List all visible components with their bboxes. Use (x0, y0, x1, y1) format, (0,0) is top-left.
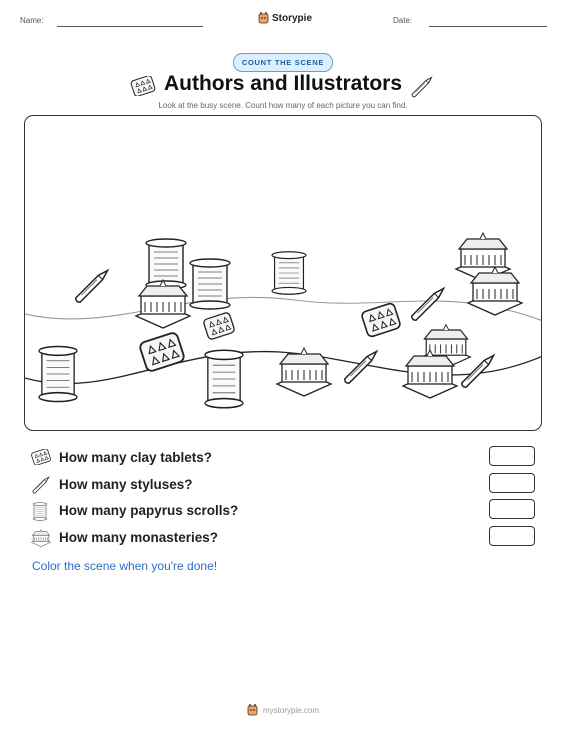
answer-box-styluses[interactable] (489, 473, 535, 493)
stylus-icon (31, 476, 51, 494)
page-title: Authors and Illustrators (163, 72, 403, 95)
question-text: How many monasteries? (59, 529, 219, 545)
stylus-icon (410, 76, 434, 98)
hill-line-back (25, 297, 542, 321)
monastery-item (277, 348, 331, 396)
answer-box-papyrus-scrolls[interactable] (489, 499, 535, 519)
stylus-item (75, 268, 110, 303)
count-the-scene-badge: COUNT THE SCENE (233, 53, 333, 72)
answer-box-monasteries[interactable] (489, 526, 535, 546)
question-list (31, 448, 536, 554)
papyrus-scroll-item (205, 350, 243, 408)
clay-tablet-item (361, 302, 401, 337)
name-label: Name: (20, 16, 44, 25)
question-row (31, 448, 536, 475)
question-row (31, 501, 536, 528)
count-scene (24, 115, 542, 431)
papyrus-scroll-item (146, 239, 186, 289)
clay-tablet-item (203, 312, 235, 340)
papyrus-scroll-item (190, 259, 230, 309)
brand-name: Storypie (272, 12, 313, 24)
stylus-item (411, 286, 446, 321)
storypie-mascot-icon (247, 704, 258, 716)
page-subtitle: Look at the busy scene. Count how many of each picture you can find. (158, 101, 408, 110)
question-row (31, 475, 536, 502)
date-field-line[interactable] (429, 26, 547, 27)
name-field-line[interactable] (57, 26, 203, 27)
answer-box-clay-tablets[interactable] (489, 446, 535, 466)
papyrus-scroll-item (39, 347, 77, 402)
question-row (31, 528, 536, 555)
question-text: How many clay tablets? (59, 450, 213, 465)
scene-illustration (25, 116, 542, 431)
papyrus-scroll-icon (31, 502, 49, 521)
brand-logo (258, 12, 312, 24)
question-text: How many papyrus scrolls? (59, 503, 239, 518)
storypie-mascot-icon (258, 12, 269, 24)
clay-tablet-item (139, 332, 185, 373)
date-label: Date: (393, 16, 413, 25)
closing-note: Color the scene when you're done! (32, 559, 218, 573)
monastery-icon (31, 529, 51, 547)
question-text: How many styluses? (59, 476, 193, 492)
footer-site: mystorypie.com (262, 705, 319, 715)
papyrus-scroll-item (272, 252, 306, 295)
header-bar (0, 12, 566, 32)
footer (0, 704, 566, 716)
clay-tablet-icon (31, 449, 51, 465)
